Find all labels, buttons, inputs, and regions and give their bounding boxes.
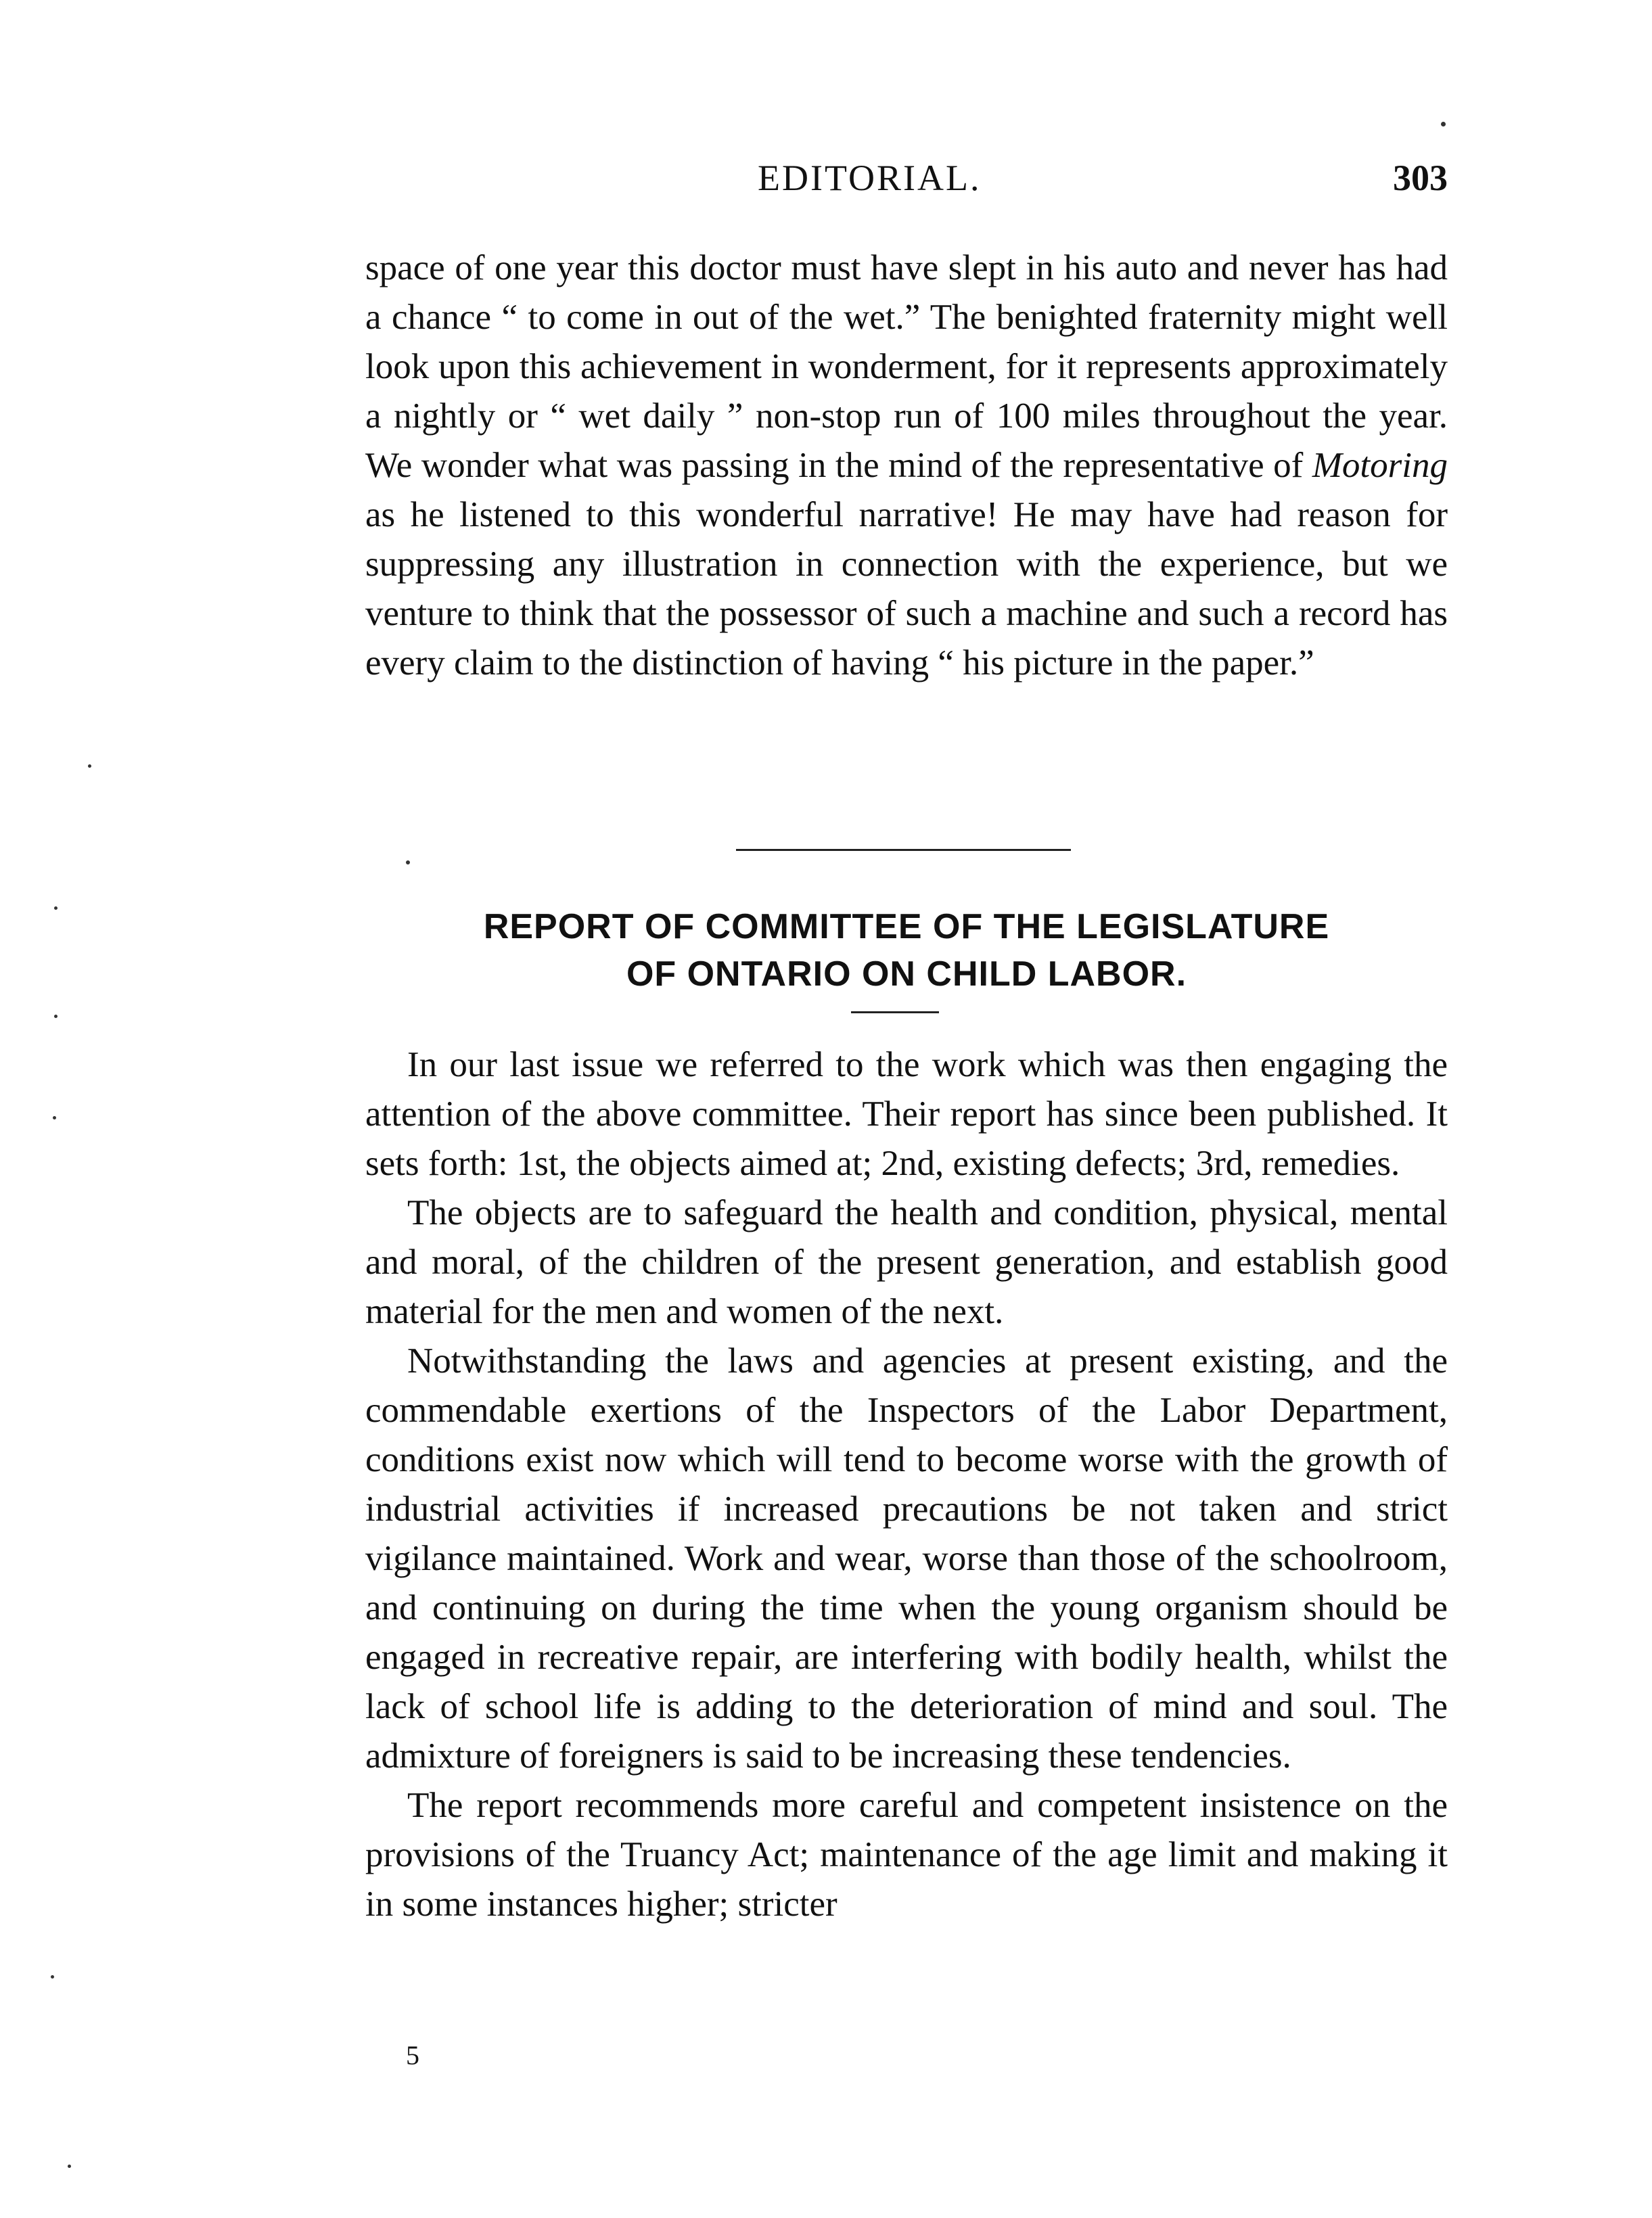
signature-mark: 5: [406, 2040, 419, 2071]
paragraph: space of one year this doctor must have slept in his auto and never has had a chance “ to come in out of the wet.” The benighted fraternity might well look upon this achievement in wonderment, for it represents approximately a nightly or “ wet daily ” non-stop run of 100 miles throughout the year. We wonder what was passing in the mind of the representative of Motoring as he listened to this wonderful narrative! He may have had reason for suppressing any illustration in connection with the experience, but we venture to think that the possessor of such a machine and such a record has every claim to the distinction of having “ his picture in the paper.”: [365, 248, 1448, 683]
running-head: [365, 157, 1448, 211]
section-heading-line: REPORT OF COMMITTEE OF THE LEGISLATURE: [483, 907, 1330, 946]
paragraph: The report recommends more careful and competent insistence on the provisions of the Truancy Act; maintenance of the age limit and making it in some instances higher; stricter: [365, 1786, 1448, 1924]
heading-underline: [851, 1011, 939, 1013]
section-heading-line: OF ONTARIO ON CHILD LABOR.: [626, 954, 1187, 994]
scan-speck: [51, 1975, 54, 1979]
section-heading: [365, 903, 1448, 998]
scan-speck: [88, 764, 91, 768]
scan-speck: [406, 860, 410, 864]
article-body: [365, 1040, 1448, 1929]
continued-text: [365, 244, 1448, 688]
running-title: EDITORIAL.: [758, 158, 982, 198]
scan-speck: [54, 1015, 58, 1018]
section-divider: [736, 849, 1071, 851]
scan-speck: [1441, 122, 1446, 126]
page-number: 303: [1393, 158, 1448, 198]
paragraph: In our last issue we referred to the work which was then engaging the attention of the above committee. Their report has since been published. It sets forth: 1st, the objects aimed at; 2nd, existing defects; 3rd, remedies.: [365, 1045, 1448, 1183]
paragraph: The objects are to safeguard the health and condition, physical, mental and moral, of the children of the present generation, and establish good material for the men and women of the next.: [365, 1193, 1448, 1331]
paragraph: Notwithstanding the laws and agencies at present existing, and the commendable exertions of the Inspectors of the Labor Department, conditions exist now which will tend to become worse with the growth of industrial activities if increased precautions be not taken and strict vigilance maintained. Work and wear, worse than those of the schoolroom, and continuing on during the time when the young organism should be engaged in recreative repair, are interfering with bodily health, whilst the lack of school life is adding to the deterioration of mind and soul. The admixture of foreigners is said to be increasing these tendencies.: [365, 1341, 1448, 1776]
scan-speck: [54, 906, 58, 910]
magazine-title: Motoring: [1312, 446, 1448, 485]
scan-speck: [68, 2165, 71, 2168]
scan-speck: [53, 1116, 56, 1119]
